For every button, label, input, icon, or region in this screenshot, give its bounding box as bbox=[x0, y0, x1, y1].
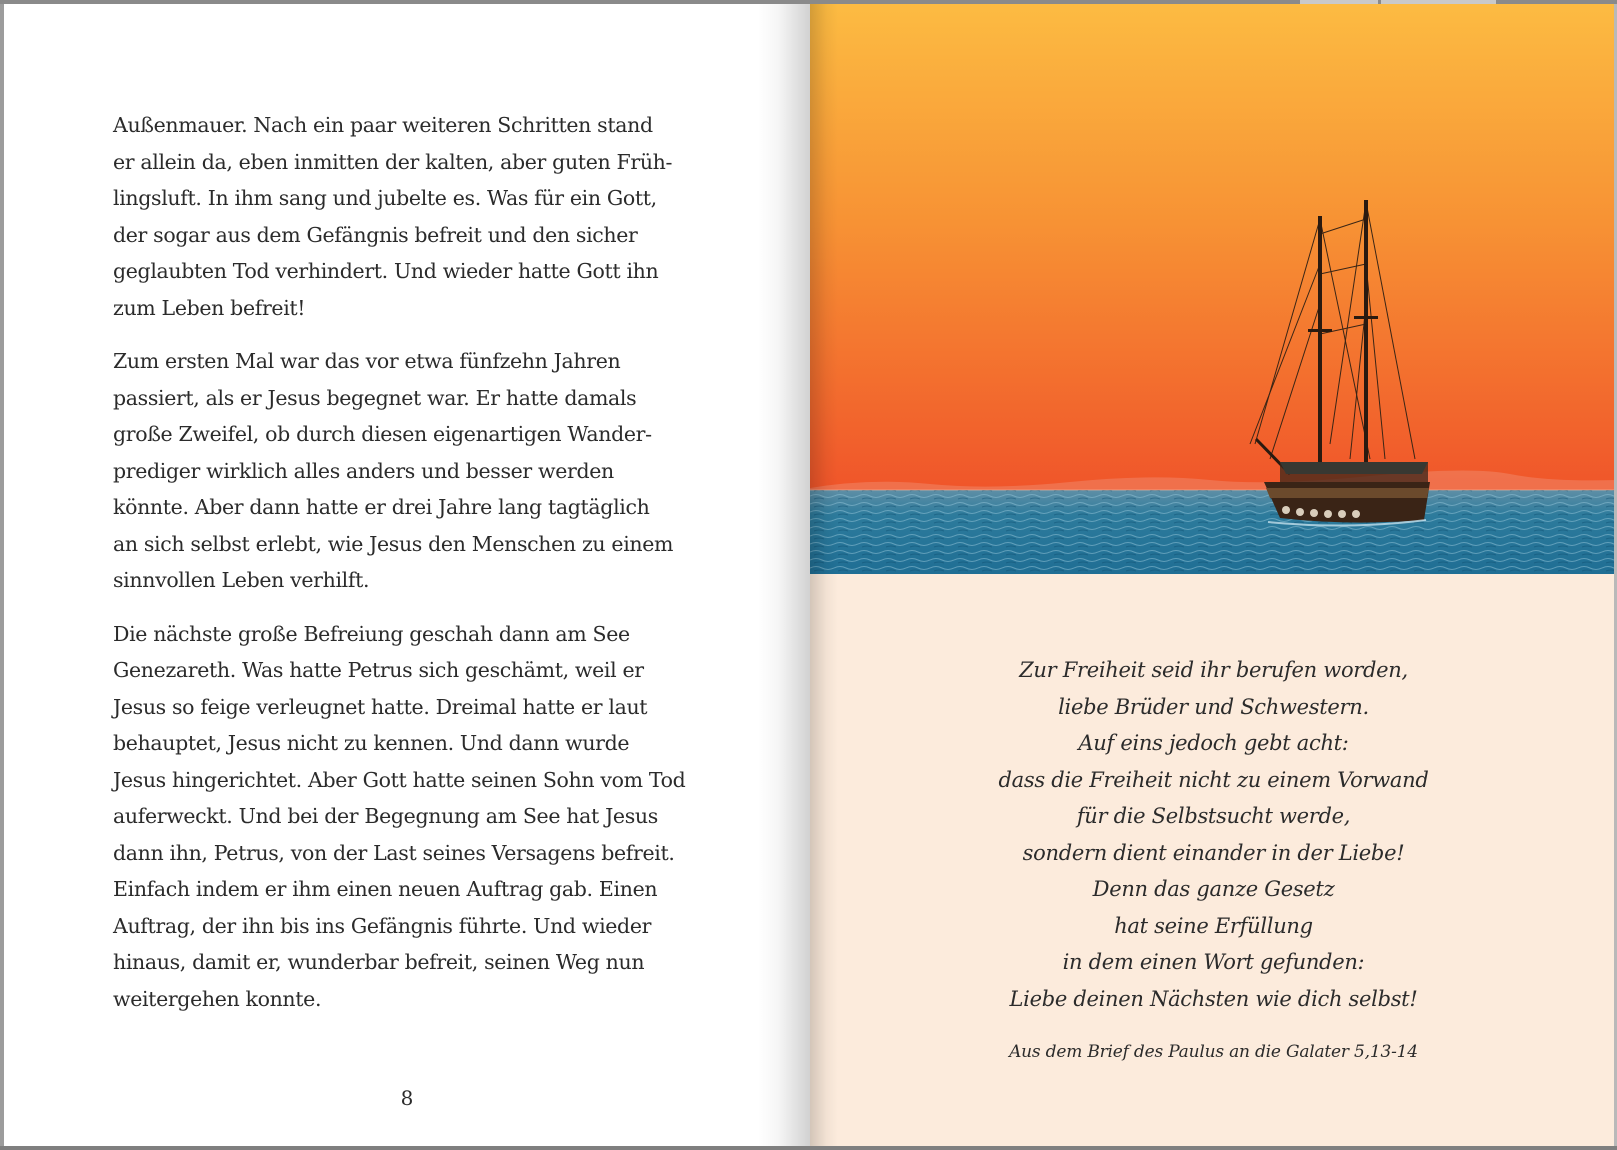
paragraph: Die nächste große Befreiung geschah dann am See Genezareth. Was hatte Petrus sich geschämt, weil er Jesus so feige verleugnet hatte. Dreimal hatte er laut behauptet, Jesus nicht zu kennen. Und dann wurde Jesus hingerichtet. Aber Gott hatte seinen Sohn vom Tod auferweckt. Und bei der Begegnung am See hat Jesus dann ihn, Petrus, von der Last seines Versagens befreit. Einfach indem er ihm einen neuen Auftrag gab. Einen Auftrag, der ihn bis ins Gefängnis führte. Und wieder hinaus, damit er, wunderbar befreit, seinen Weg nun weitergehen konnte. bbox=[113, 621, 686, 1011]
left-page bbox=[4, 4, 810, 1146]
quote-line: Auf eins jedoch gebt acht: bbox=[1078, 731, 1349, 755]
gutter-shadow bbox=[810, 4, 838, 1146]
right-page bbox=[810, 4, 1617, 1146]
quote-source: Aus dem Brief des Paulus an die Galater 5,13-14 bbox=[1009, 1042, 1418, 1062]
bible-quote bbox=[810, 652, 1617, 1017]
gutter-shadow bbox=[758, 4, 810, 1146]
paragraph: Zum ersten Mal war das vor etwa fünfzehn Jahren passiert, als er Jesus begegnet war. Er hatte damals große Zweifel, ob durch diesen eigenartigen Wander- prediger wirklich alles anders und besser werden könnte. Aber dann hatte er drei Jahre lang tagtäglich an sich selbst erlebt, wie Jesus den Menschen zu einem sinnvollen Leben verhilft. bbox=[113, 349, 674, 592]
quote-line: dass die Freiheit nicht zu einem Vorwand bbox=[998, 767, 1429, 792]
page-number: 8 bbox=[400, 1086, 414, 1110]
quote-line: Zur Freiheit seid ihr berufen worden, bbox=[1019, 658, 1408, 682]
quote-line: für die Selbstsucht werde, bbox=[1076, 804, 1351, 828]
quote-line: in dem einen Wort gefunden: bbox=[1062, 950, 1365, 974]
quote-line: Denn das ganze Gesetz bbox=[1092, 877, 1335, 901]
sailing-ship-sunset-photo bbox=[810, 4, 1617, 574]
quote-line: liebe Brüder und Schwestern. bbox=[1058, 694, 1369, 719]
body-text bbox=[113, 107, 713, 1034]
quote-line: Liebe deinen Nächsten wie dich selbst! bbox=[1009, 986, 1418, 1011]
bottom-border bbox=[0, 1146, 1617, 1150]
quote-line: sondern dient einander in der Liebe! bbox=[1022, 840, 1405, 865]
paragraph: Außenmauer. Nach ein paar weiteren Schritten stand er allein da, eben inmitten der kalten, aber guten Früh- lingsluft. In ihm sang und jubelte es. Was für ein Gott, der sogar aus dem Gefängnis befreit und den sicher geglaubten Tod verhindert. Und wieder hatte Gott ihn zum Leben befreit! bbox=[113, 113, 673, 320]
quote-line: hat seine Erfüllung bbox=[1114, 913, 1313, 938]
